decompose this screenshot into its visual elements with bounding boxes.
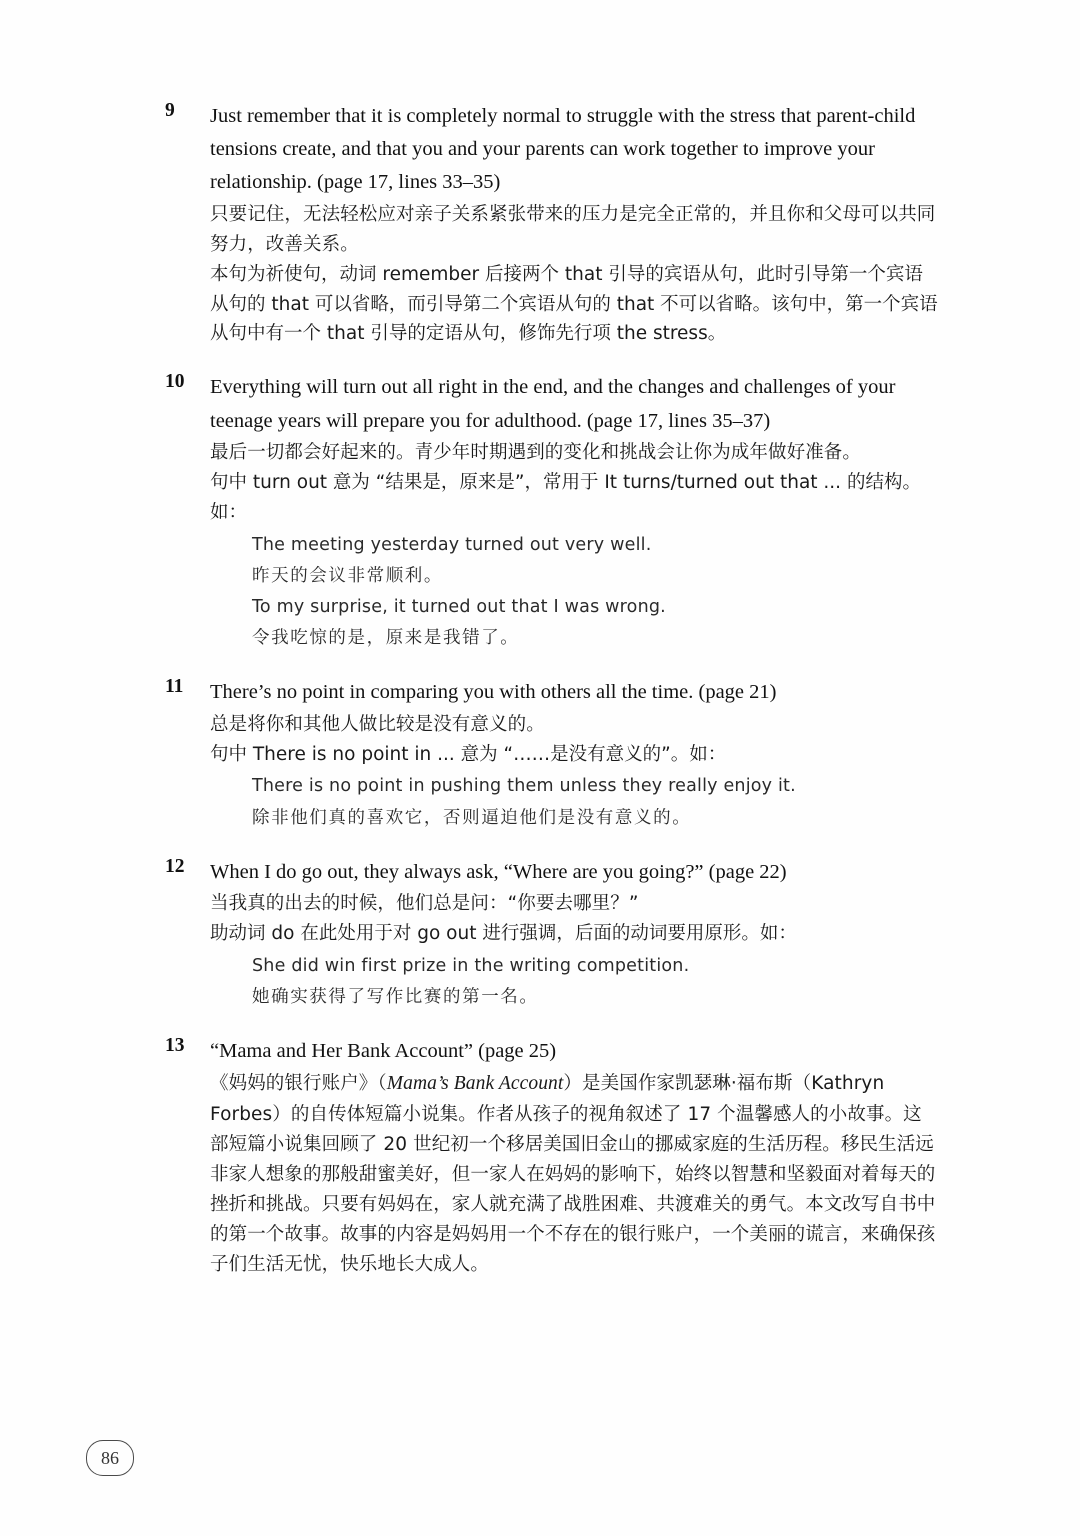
- entry-grammar-note: 本句为祈使句，动词 remember 后接两个 that 引导的宾语从句，此时引导第一个宾语从句的 that 可以省略，而引导第二个宾语从句的 that 不可以省略。该句中，第一个宾语从句中有一个 that 引导的定语从句，修饰先行项 the stress。: [210, 263, 938, 345]
- entry-english-sentence: Everything will turn out all right in the end, and the changes and challenges of your teenage years will prepare you for adulthood. (page 17, lines 35–37): [210, 376, 896, 432]
- entry-body: [210, 1035, 940, 1280]
- entry-body: [210, 371, 940, 654]
- description-part-1: 《妈妈的银行账户》（: [210, 1073, 387, 1095]
- note-entry-13: [165, 1035, 940, 1280]
- example-english: To my surprise, it turned out that I was wrong.: [252, 597, 666, 618]
- entry-number: 9: [165, 100, 175, 121]
- note-entry-11: [165, 676, 940, 833]
- example-list: [252, 951, 940, 1013]
- entry-number: 11: [165, 676, 184, 698]
- example-chinese: 昨天的会议非常顺利。: [252, 565, 443, 586]
- entry-number: 10: [165, 371, 185, 393]
- entry-english-sentence: Just remember that it is completely normal to struggle with the stress that parent-child tensions create, and that you and your parents can work together to improve your relationship. (page 17, lines 33–35): [210, 105, 916, 194]
- entry-chinese-translation: 只要记住，无法轻松应对亲子关系紧张带来的压力是完全正常的，并且你和父母可以共同努力，改善关系。: [210, 203, 936, 255]
- entry-grammar-note: 句中 turn out 意为 “结果是，原来是”，常用于 It turns/turned out that ... 的结构。如：: [210, 471, 921, 523]
- example-chinese: 除非他们真的喜欢它，否则逼迫他们是没有意义的。: [252, 807, 692, 828]
- book-title-italic: Mama’s Bank Account: [386, 1073, 564, 1095]
- example-list: [252, 771, 940, 833]
- example-english: She did win first prize in the writing competition.: [252, 955, 690, 976]
- entry-chinese-translation: 当我真的出去的时候，他们总是问：“你要去哪里？”: [210, 892, 639, 914]
- entry-body: [210, 676, 940, 833]
- note-entry-10: [165, 371, 940, 654]
- page-content: [165, 100, 940, 1302]
- entry-chinese-description: [210, 1068, 940, 1279]
- entry-grammar-note: 句中 There is no point in ... 意为 “……是没有意义的”。如：: [210, 743, 727, 765]
- entry-body: [210, 100, 940, 349]
- example-list: [252, 530, 940, 655]
- example-english: The meeting yesterday turned out very well.: [252, 534, 652, 555]
- entry-english-title: “Mama and Her Bank Account” (page 25): [210, 1040, 557, 1063]
- entry-chinese-translation: 总是将你和其他人做比较是没有意义的。: [210, 713, 545, 735]
- entry-number: 13: [165, 1035, 185, 1057]
- example-chinese: 她确实获得了写作比赛的第一名。: [252, 987, 539, 1008]
- entry-english-sentence: There’s no point in comparing you with others all the time. (page 21): [210, 681, 777, 704]
- entry-english-sentence: When I do go out, they always ask, “Where are you going?” (page 22): [210, 860, 787, 883]
- entry-chinese-translation: 最后一切都会好起来的。青少年时期遇到的变化和挑战会让你为成年做好准备。: [210, 441, 862, 463]
- entry-body: [210, 856, 940, 1013]
- example-chinese: 令我吃惊的是，原来是我错了。: [252, 628, 520, 649]
- entry-number: 12: [165, 855, 185, 877]
- entry-grammar-note: 助动词 do 在此处用于对 go out 进行强调，后面的动词要用原形。如：: [210, 922, 797, 944]
- description-part-2: ）是美国作家凯瑟琳·福布斯（Kathryn Forbes）的自传体短篇小说集。作者从孩子的视角叙述了 17 个温馨感人的小故事。这部短篇小说集回顾了 20 世纪初一个移居美国旧金山的挪威家庭的生活历程。移民生活远非家人想象的那般甜蜜美好，但一家人在妈妈的影响下，始终以智慧和坚毅面对着每天的挫折和挑战。只要有妈妈在，家人就充满了战胜困难、共渡难关的勇气。本文改写自书中的第一个故事。故事的内容是妈妈用一个不存在的银行账户，一个美丽的谎言，来确保孩子们生活无忧，快乐地长大成人。: [210, 1073, 936, 1275]
- page-number: 86: [86, 1440, 134, 1476]
- note-entry-12: [165, 856, 940, 1013]
- note-entry-9: [165, 100, 940, 349]
- example-english: There is no point in pushing them unless they really enjoy it.: [252, 776, 796, 797]
